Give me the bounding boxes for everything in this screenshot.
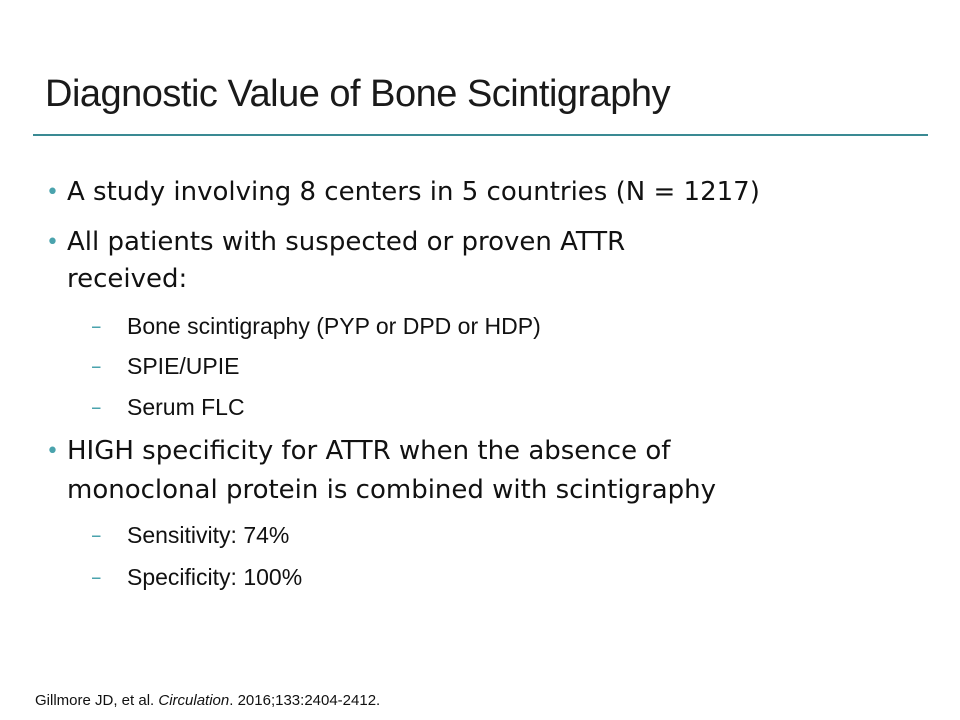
citation-journal: Circulation bbox=[158, 692, 230, 709]
sub-bullet-text: Serum FLC bbox=[127, 394, 245, 420]
sub-bullet-text: Bone scintigraphy (PYP or DPD or HDP) bbox=[127, 313, 541, 339]
citation-details: . 2016;133:2404-2412. bbox=[229, 692, 381, 709]
citation bbox=[35, 692, 380, 709]
sub-bullet-text: Specificity: 100% bbox=[127, 564, 303, 590]
citation-authors: Gillmore JD, et al. bbox=[35, 692, 155, 709]
bullet-text: monoclonal protein is combined with scintigraphy bbox=[67, 475, 717, 505]
bullet-text: All patients with suspected or proven ATTR bbox=[67, 227, 626, 257]
sub-bullet-text: SPIE/UPIE bbox=[127, 353, 240, 379]
bullet-icon: • bbox=[46, 230, 59, 255]
dash-icon: – bbox=[91, 565, 102, 589]
slide-title: Diagnostic Value of Bone Scintigraphy bbox=[45, 73, 671, 115]
bullet-text: HIGH specificity for ATTR when the absence of bbox=[67, 436, 671, 466]
bullet-text: received: bbox=[67, 264, 188, 294]
dash-icon: – bbox=[91, 354, 102, 378]
bullet-icon: • bbox=[46, 180, 59, 205]
bullet-icon: • bbox=[46, 439, 59, 464]
sub-bullet-text: Sensitivity: 74% bbox=[127, 522, 290, 548]
dash-icon: – bbox=[91, 314, 102, 338]
dash-icon: – bbox=[91, 395, 102, 419]
bullet-text: A study involving 8 centers in 5 countries (N = 1217) bbox=[67, 177, 760, 207]
dash-icon: – bbox=[91, 523, 102, 547]
